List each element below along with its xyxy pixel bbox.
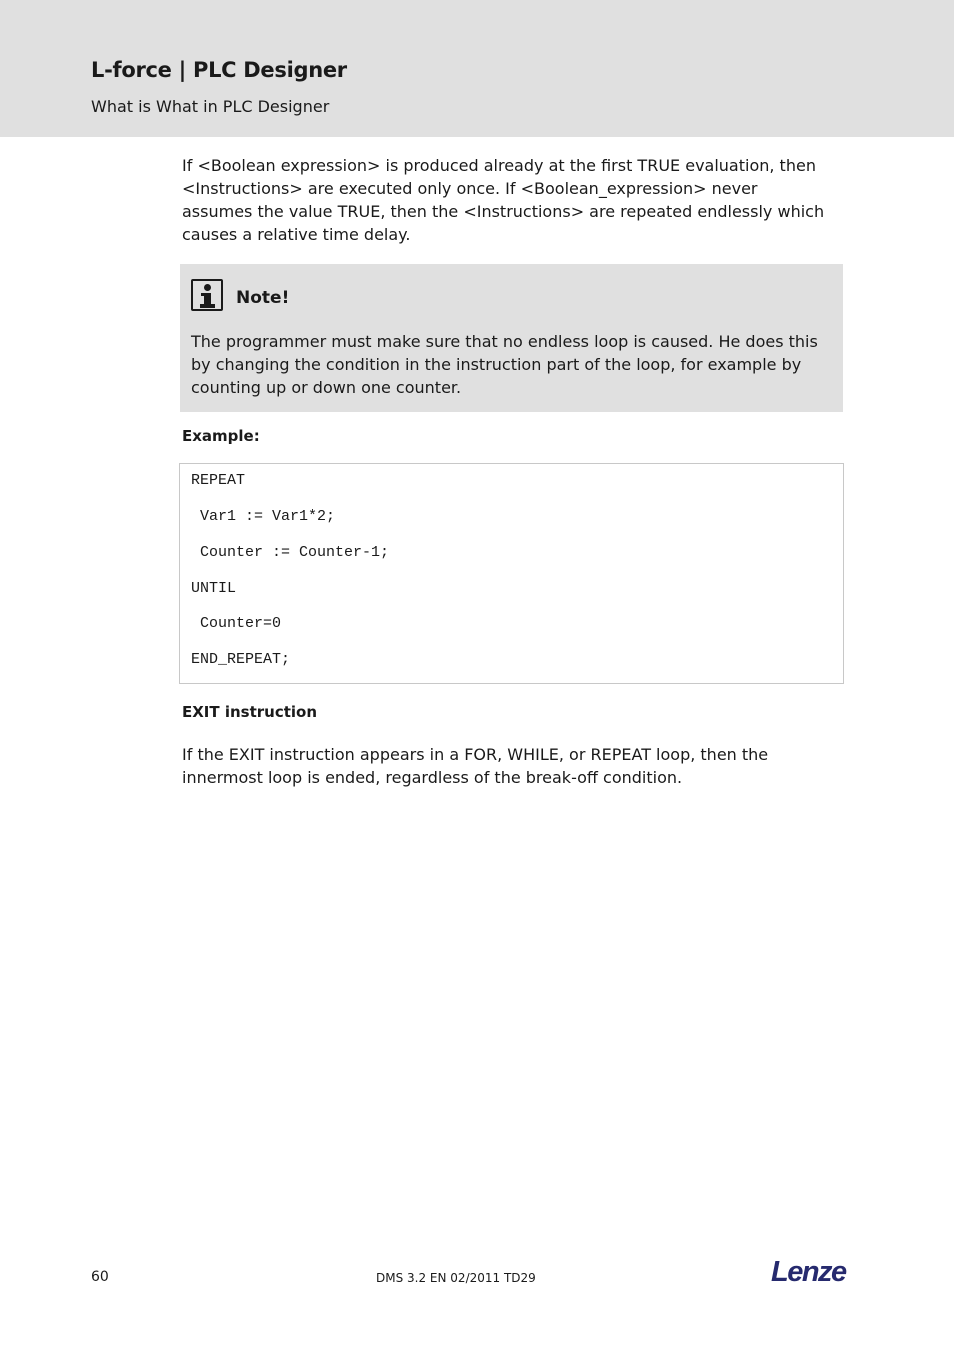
- page-header: [0, 0, 954, 137]
- lenze-logo: Lenze: [771, 1256, 846, 1288]
- code-line: UNTIL: [191, 580, 237, 597]
- code-line: Counter := Counter-1;: [191, 544, 390, 561]
- note-title: Note!: [236, 288, 290, 308]
- exit-section-heading: EXIT instruction: [182, 703, 318, 721]
- note-box: [180, 264, 843, 412]
- document-subtitle: What is What in PLC Designer: [91, 97, 330, 116]
- document-reference: DMS 3.2 EN 02/2011 TD29: [376, 1271, 536, 1285]
- intro-paragraph: If <Boolean expression> is produced already at the first TRUE evaluation, then <Instructions> are executed only once. If <Boolean_expression> never assumes the value TRUE, then the <Instructions> are repeated endlessly which causes a relative time delay.: [182, 156, 825, 244]
- note-text: The programmer must make sure that no endless loop is caused. He does this by changing the condition in the instruction part of the loop, for example by counting up or down one counter.: [191, 332, 818, 397]
- info-icon: [191, 279, 223, 311]
- code-line: END_REPEAT;: [191, 651, 291, 668]
- exit-section-text: If the EXIT instruction appears in a FOR, WHILE, or REPEAT loop, then the innermost loop is ended, regardless of the break-off condition.: [182, 745, 769, 787]
- code-line: Var1 := Var1*2;: [191, 508, 336, 525]
- page-number: 60: [91, 1269, 109, 1285]
- document-title: L-force | PLC Designer: [91, 58, 347, 82]
- code-line: REPEAT: [191, 472, 246, 489]
- example-label: Example:: [182, 427, 260, 445]
- code-line: Counter=0: [191, 615, 282, 632]
- code-block: [179, 463, 844, 684]
